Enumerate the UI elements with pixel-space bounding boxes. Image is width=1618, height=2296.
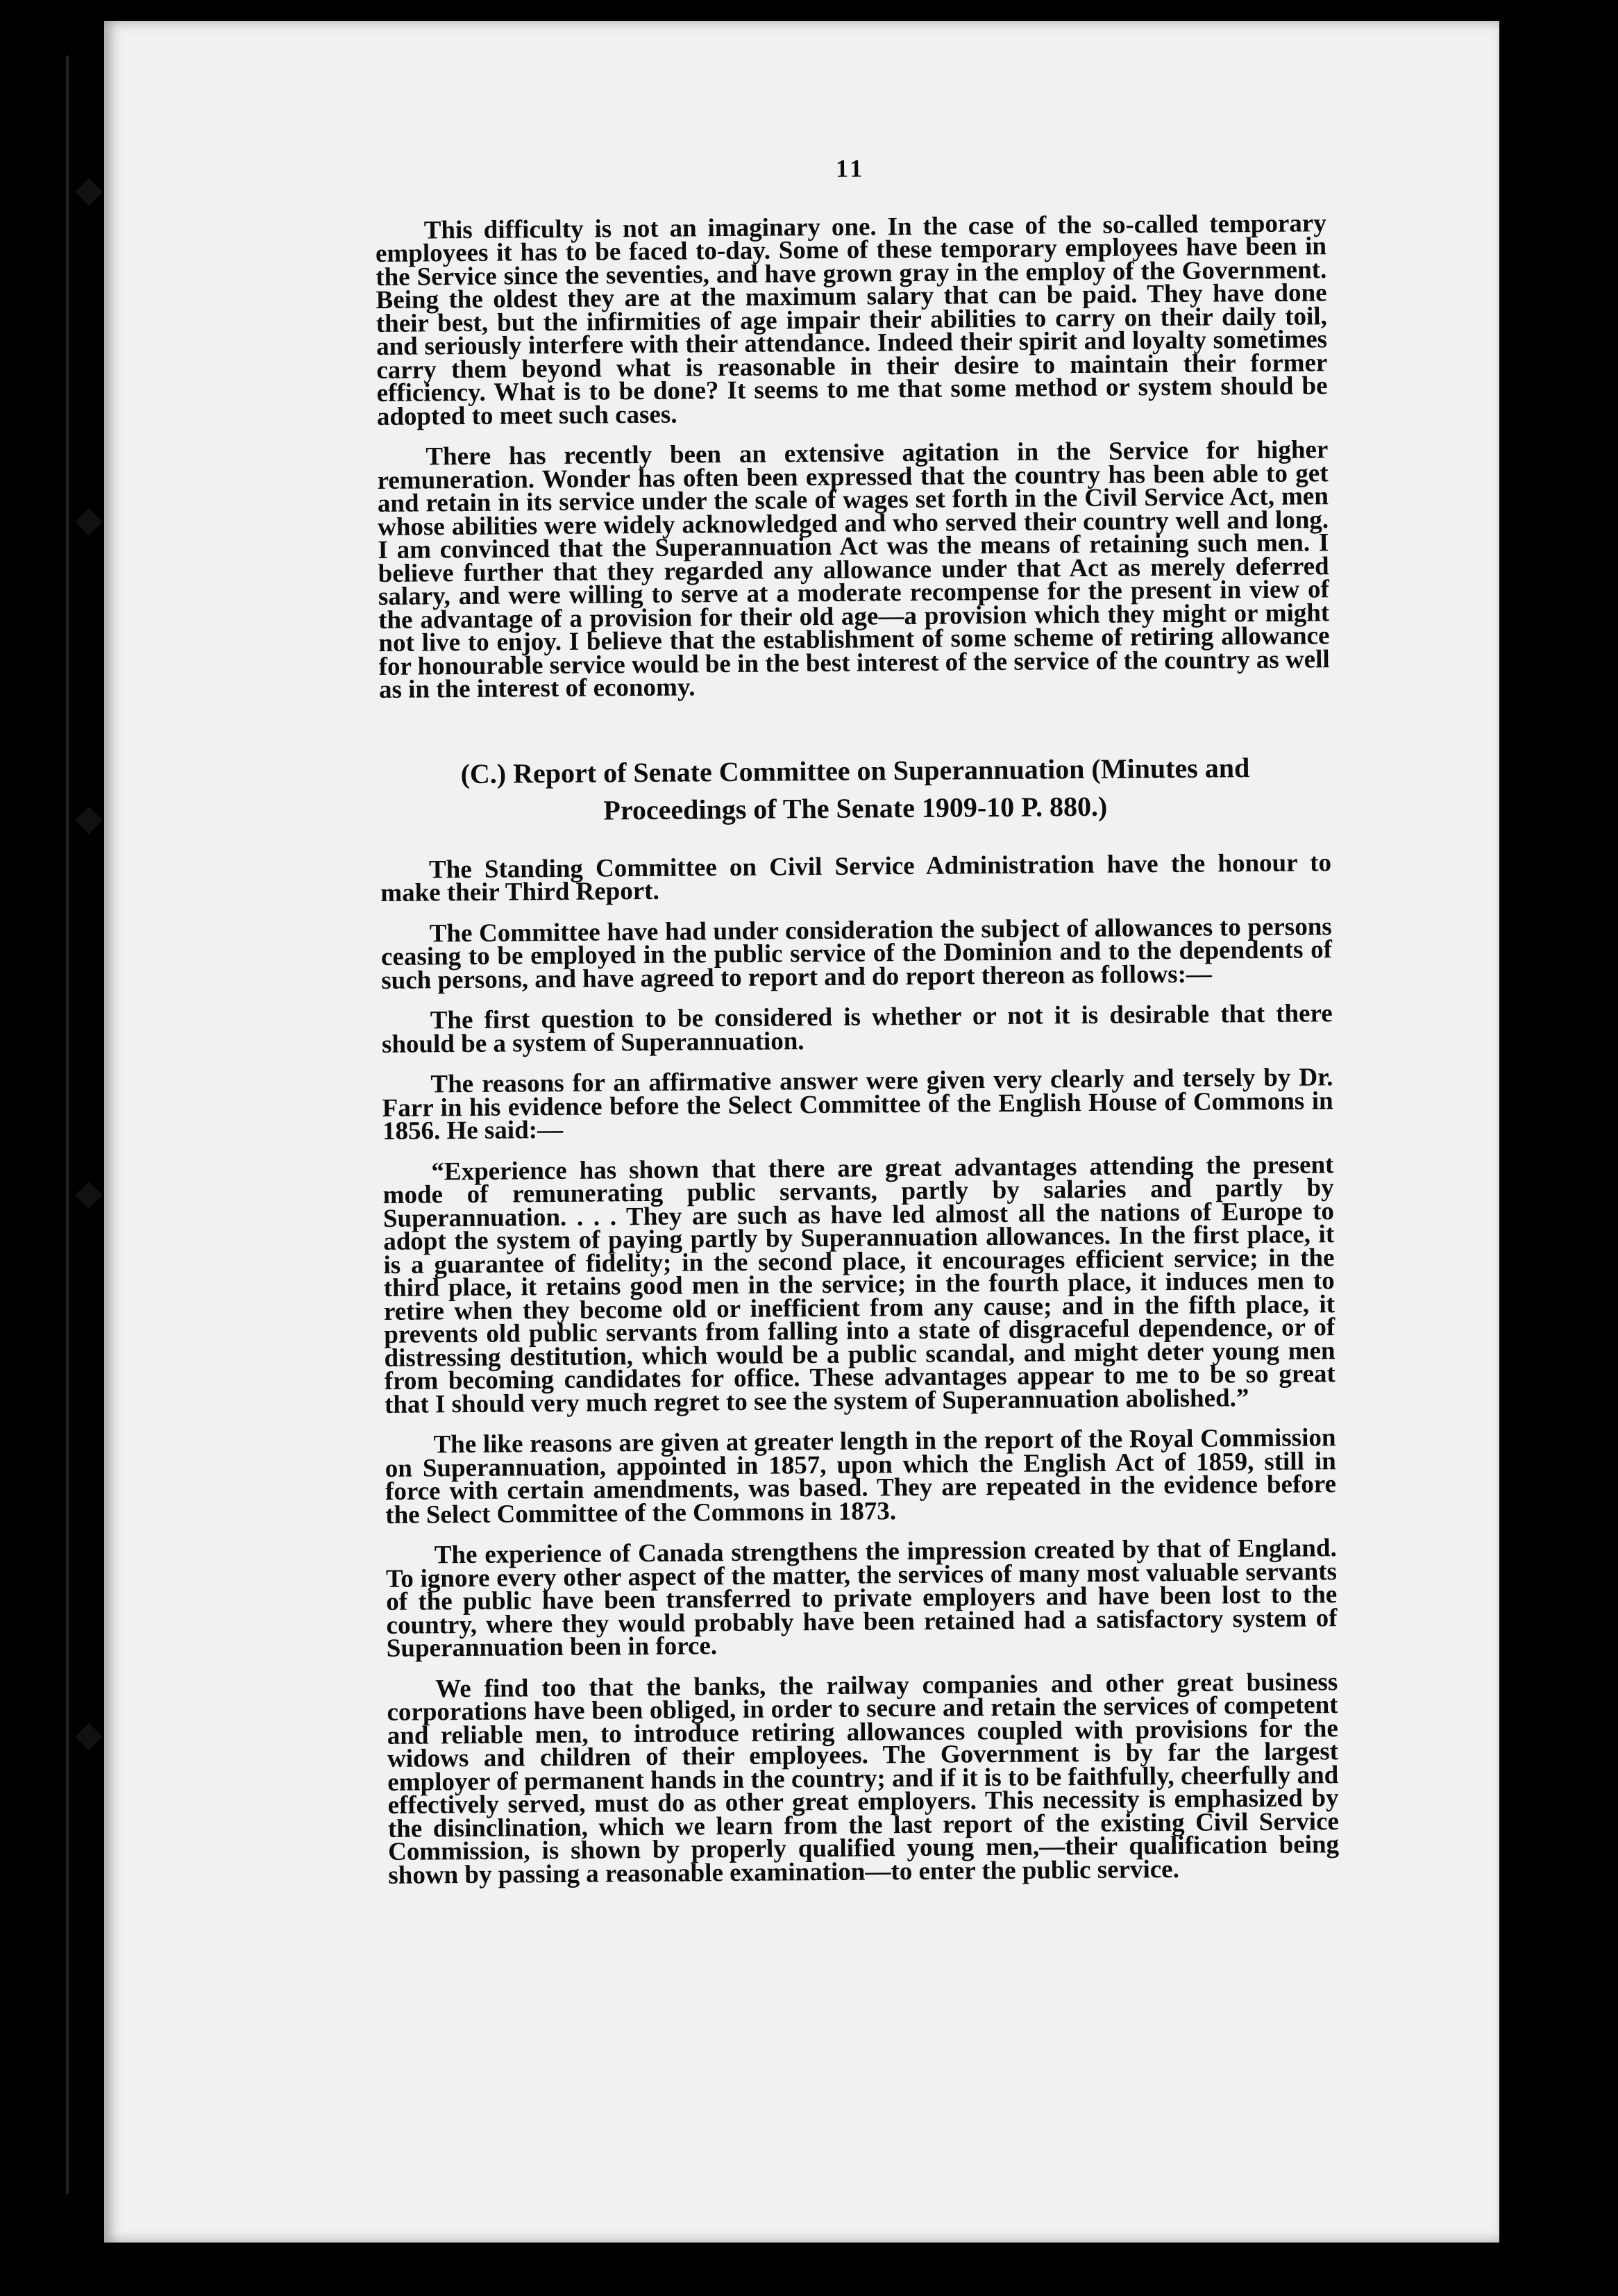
paragraph: This difficulty is not an imaginary one. In the case of the so-called temporary employees it has to be faced to-day. Some of these temporary employees have been in the Service since the seventies, and have grown gray in the employ of the Government. Being the oldest they are at the maximum salary that can be paid. They have done their best, but the infirmities of age impair their abilities to carry on their daily toil, and seriously interfere with their attendance. Indeed their spirit and loyalty sometimes carry them beyond what is reasonable in their desire to maintain their former efficiency. What is to be done? It seems to me that some method or system should be adopted to meet such cases. bbox=[375, 208, 1328, 431]
paragraph: The first question to be considered is whether or not it is desirable that there should be a system of Superannuation. bbox=[381, 999, 1333, 1059]
paragraph: The reasons for an affirmative answer were given very clearly and tersely by Dr. Farr in his evidence before the Select Committee of the English House of Commons in 1856. He said:— bbox=[382, 1063, 1333, 1146]
document-body bbox=[375, 153, 1340, 1904]
quotation: “Experience has shown that there are great advantages attending the present mode of remunerating public servants, partly by salaries and partly by Superannuation. . . . They are such as have led almost all the nations of Europe to adopt the system of paying partly by Superannuation allowances. In the first place, it is a guarantee of fidelity; in the second place, it encourages efficient service; in the third place, it retains good men in the service; in the fourth place, it induces men to retire when they become old or inefficient from any cause; and in the fifth place, it prevents old public servants from falling into a state of disgraceful dependence, or of distressing destitution, which would be a public scandal, and might deter young men from becoming candidates for office. These advantages appear to me to be so great that I should very much regret to see the system of Superannuation abolished.” bbox=[382, 1150, 1335, 1419]
paragraph: We find too that the banks, the railway companies and other great business corporations have been obliged, in order to secure and retain the services of competent and reliable men, to introduce retiring allowances coupled with provisions for the widows and children of their employees. The Government is by far the largest employer of permanent hands in the country; and if it is to be faithfully, cheerfully and effectively served, must do as other great employers. This necessity is emphasized by the disinclination, which we learn from the last report of the existing Civil Service Commission, is shown by properly qualified young men,—their qualification being shown by passing a reasonable examination—to enter the public service. bbox=[387, 1667, 1340, 1890]
binding-clip-icon: ◆ bbox=[75, 797, 103, 839]
paragraph: There has recently been an extensive agitation in the Service for higher remuneration. Wonder has often been expressed that the country has been able to get and retain in its service under the scale of wages set forth in the Civil Service Act, men whose abilities were widely acknowledged and who served their country well and long. I am convinced that the Superannuation Act was the means of retaining such men. I believe further that they regarded any allowance under that Act as merely deferred salary, and were willing to serve at a moderate recompense for the present in view of the advantage of a provision for their old age—a provision which they might or might not live to enjoy. I believe that the establishment of some scheme of retiring allowance for honourable service would be in the best interest of the service of the country as well as in the interest of economy. bbox=[377, 435, 1330, 704]
section-heading: (C.) Report of Senate Committee on Superannuation (Minutes and Proceedings of The Senate 1909-10 P. 880.) bbox=[460, 751, 1250, 826]
paragraph: The Standing Committee on Civil Service Administration have the honour to make their Third Report. bbox=[380, 848, 1332, 907]
binding-clip-icon: ◆ bbox=[75, 1713, 103, 1755]
paragraph: The like reasons are given at greater length in the report of the Royal Commission on Superannuation, appointed in 1857, upon which the English Act of 1859, still in force with certain amendments, was based. They are repeated in the evidence before the Select Committee of the Commons in 1873. bbox=[385, 1423, 1337, 1530]
page-number: 11 bbox=[835, 154, 866, 183]
binding-clip-icon: ◆ bbox=[75, 498, 103, 540]
paragraph: The Committee have had under consideration the subject of allowances to persons ceasing to be employed in the public service of the Dominion and to the dependents of such persons, and have agreed to report and do report thereon as follows:— bbox=[380, 912, 1333, 995]
binding-clip-icon: ◆ bbox=[75, 169, 103, 210]
paragraph: The experience of Canada strengthens the impression created by that of England. To ignore every other aspect of the matter, the services of many most valuable servants of the public have been transferred to private employers and have been lost to the country, where they would probably have been retained had a satisfactory system of Superannuation been in force. bbox=[385, 1534, 1338, 1663]
binding-clip-icon: ◆ bbox=[75, 1172, 103, 1214]
